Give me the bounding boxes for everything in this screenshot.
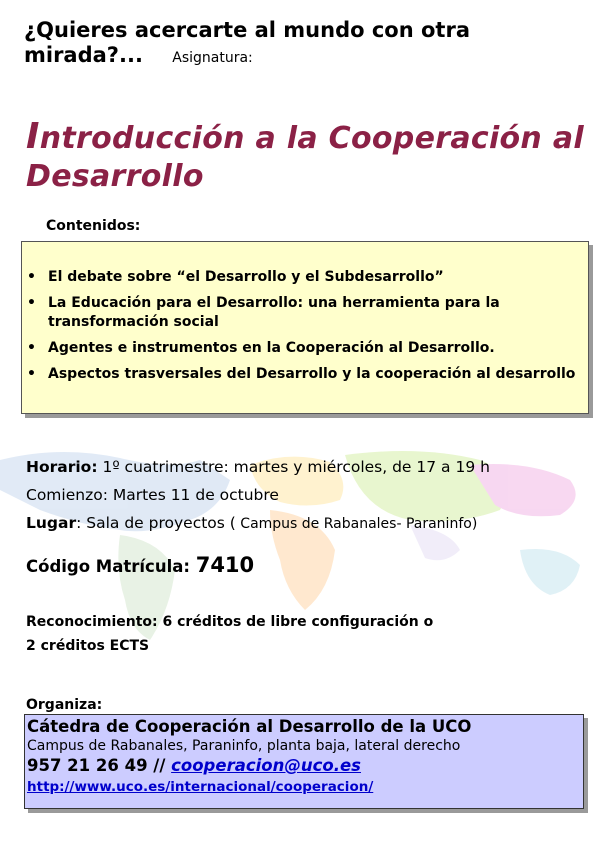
organizer-address: Campus de Rabanales, Paraninfo, planta baja, lateral derecho: [27, 738, 461, 754]
bullet-icon: •: [27, 295, 36, 311]
recognition-line-2: 2 créditos ECTS: [26, 638, 150, 654]
list-item: [27, 294, 580, 332]
bullet-icon: •: [27, 340, 36, 356]
header-question: [24, 18, 584, 71]
organizer-box: [24, 714, 584, 809]
schedule-label: Horario:: [26, 458, 98, 476]
list-item: [27, 339, 580, 358]
organizer-phone: 957 21 26 49 //: [27, 756, 172, 775]
website-link[interactable]: http://www.uco.es/internacional/cooperacion/: [27, 779, 374, 795]
enroll-code: 7410: [195, 553, 255, 577]
contents-heading: Contenidos:: [46, 218, 141, 234]
bullet-icon: •: [27, 269, 36, 285]
enrollment-code-line: [26, 553, 254, 577]
contents-list: [22, 242, 588, 384]
bullet-icon: •: [27, 366, 36, 382]
place-label: Lugar: [26, 514, 77, 532]
question-text: ¿Quieres acercarte al mundo con otra mirada?...: [24, 18, 470, 67]
course-title: [26, 118, 596, 196]
title-first-letter: I: [26, 116, 40, 157]
email-link[interactable]: cooperacion@uco.es: [171, 756, 361, 775]
list-item-text: Aspectos trasversales del Desarrollo y la cooperación al desarrollo: [48, 366, 576, 382]
title-rest: ntroducción a la Cooperación al Desarrollo: [26, 121, 584, 194]
schedule-line: [26, 457, 490, 477]
contents-box: [21, 241, 589, 414]
organizer-name: Cátedra de Cooperación al Desarrollo de la UCO: [27, 717, 472, 736]
recognition-line-1: Reconocimiento: 6 créditos de libre configuración o: [26, 614, 434, 630]
list-item: [27, 365, 580, 384]
enroll-label: Código Matrícula:: [26, 557, 196, 576]
list-item-text: Agentes e instrumentos en la Cooperación al Desarrollo.: [48, 340, 495, 356]
start-date: Comienzo: Martes 11 de octubre: [26, 486, 279, 504]
organizer-label: Organiza:: [26, 697, 103, 713]
subject-label: Asignatura:: [172, 50, 253, 66]
organizer-contact: [27, 756, 361, 775]
recognition: [26, 610, 586, 658]
place-campus: Campus de Rabanales- Paraninfo): [235, 516, 478, 532]
schedule-value: 1º cuatrimestre: martes y miércoles, de 17 a 19 h: [97, 458, 490, 476]
list-item: [27, 268, 580, 287]
list-item-text: La Educación para el Desarrollo: una herramienta para la transformación social: [48, 295, 500, 330]
list-item-text: El debate sobre “el Desarrollo y el Subdesarrollo”: [48, 269, 444, 285]
place-line: [26, 513, 477, 534]
place-value: : Sala de proyectos (: [76, 514, 236, 532]
